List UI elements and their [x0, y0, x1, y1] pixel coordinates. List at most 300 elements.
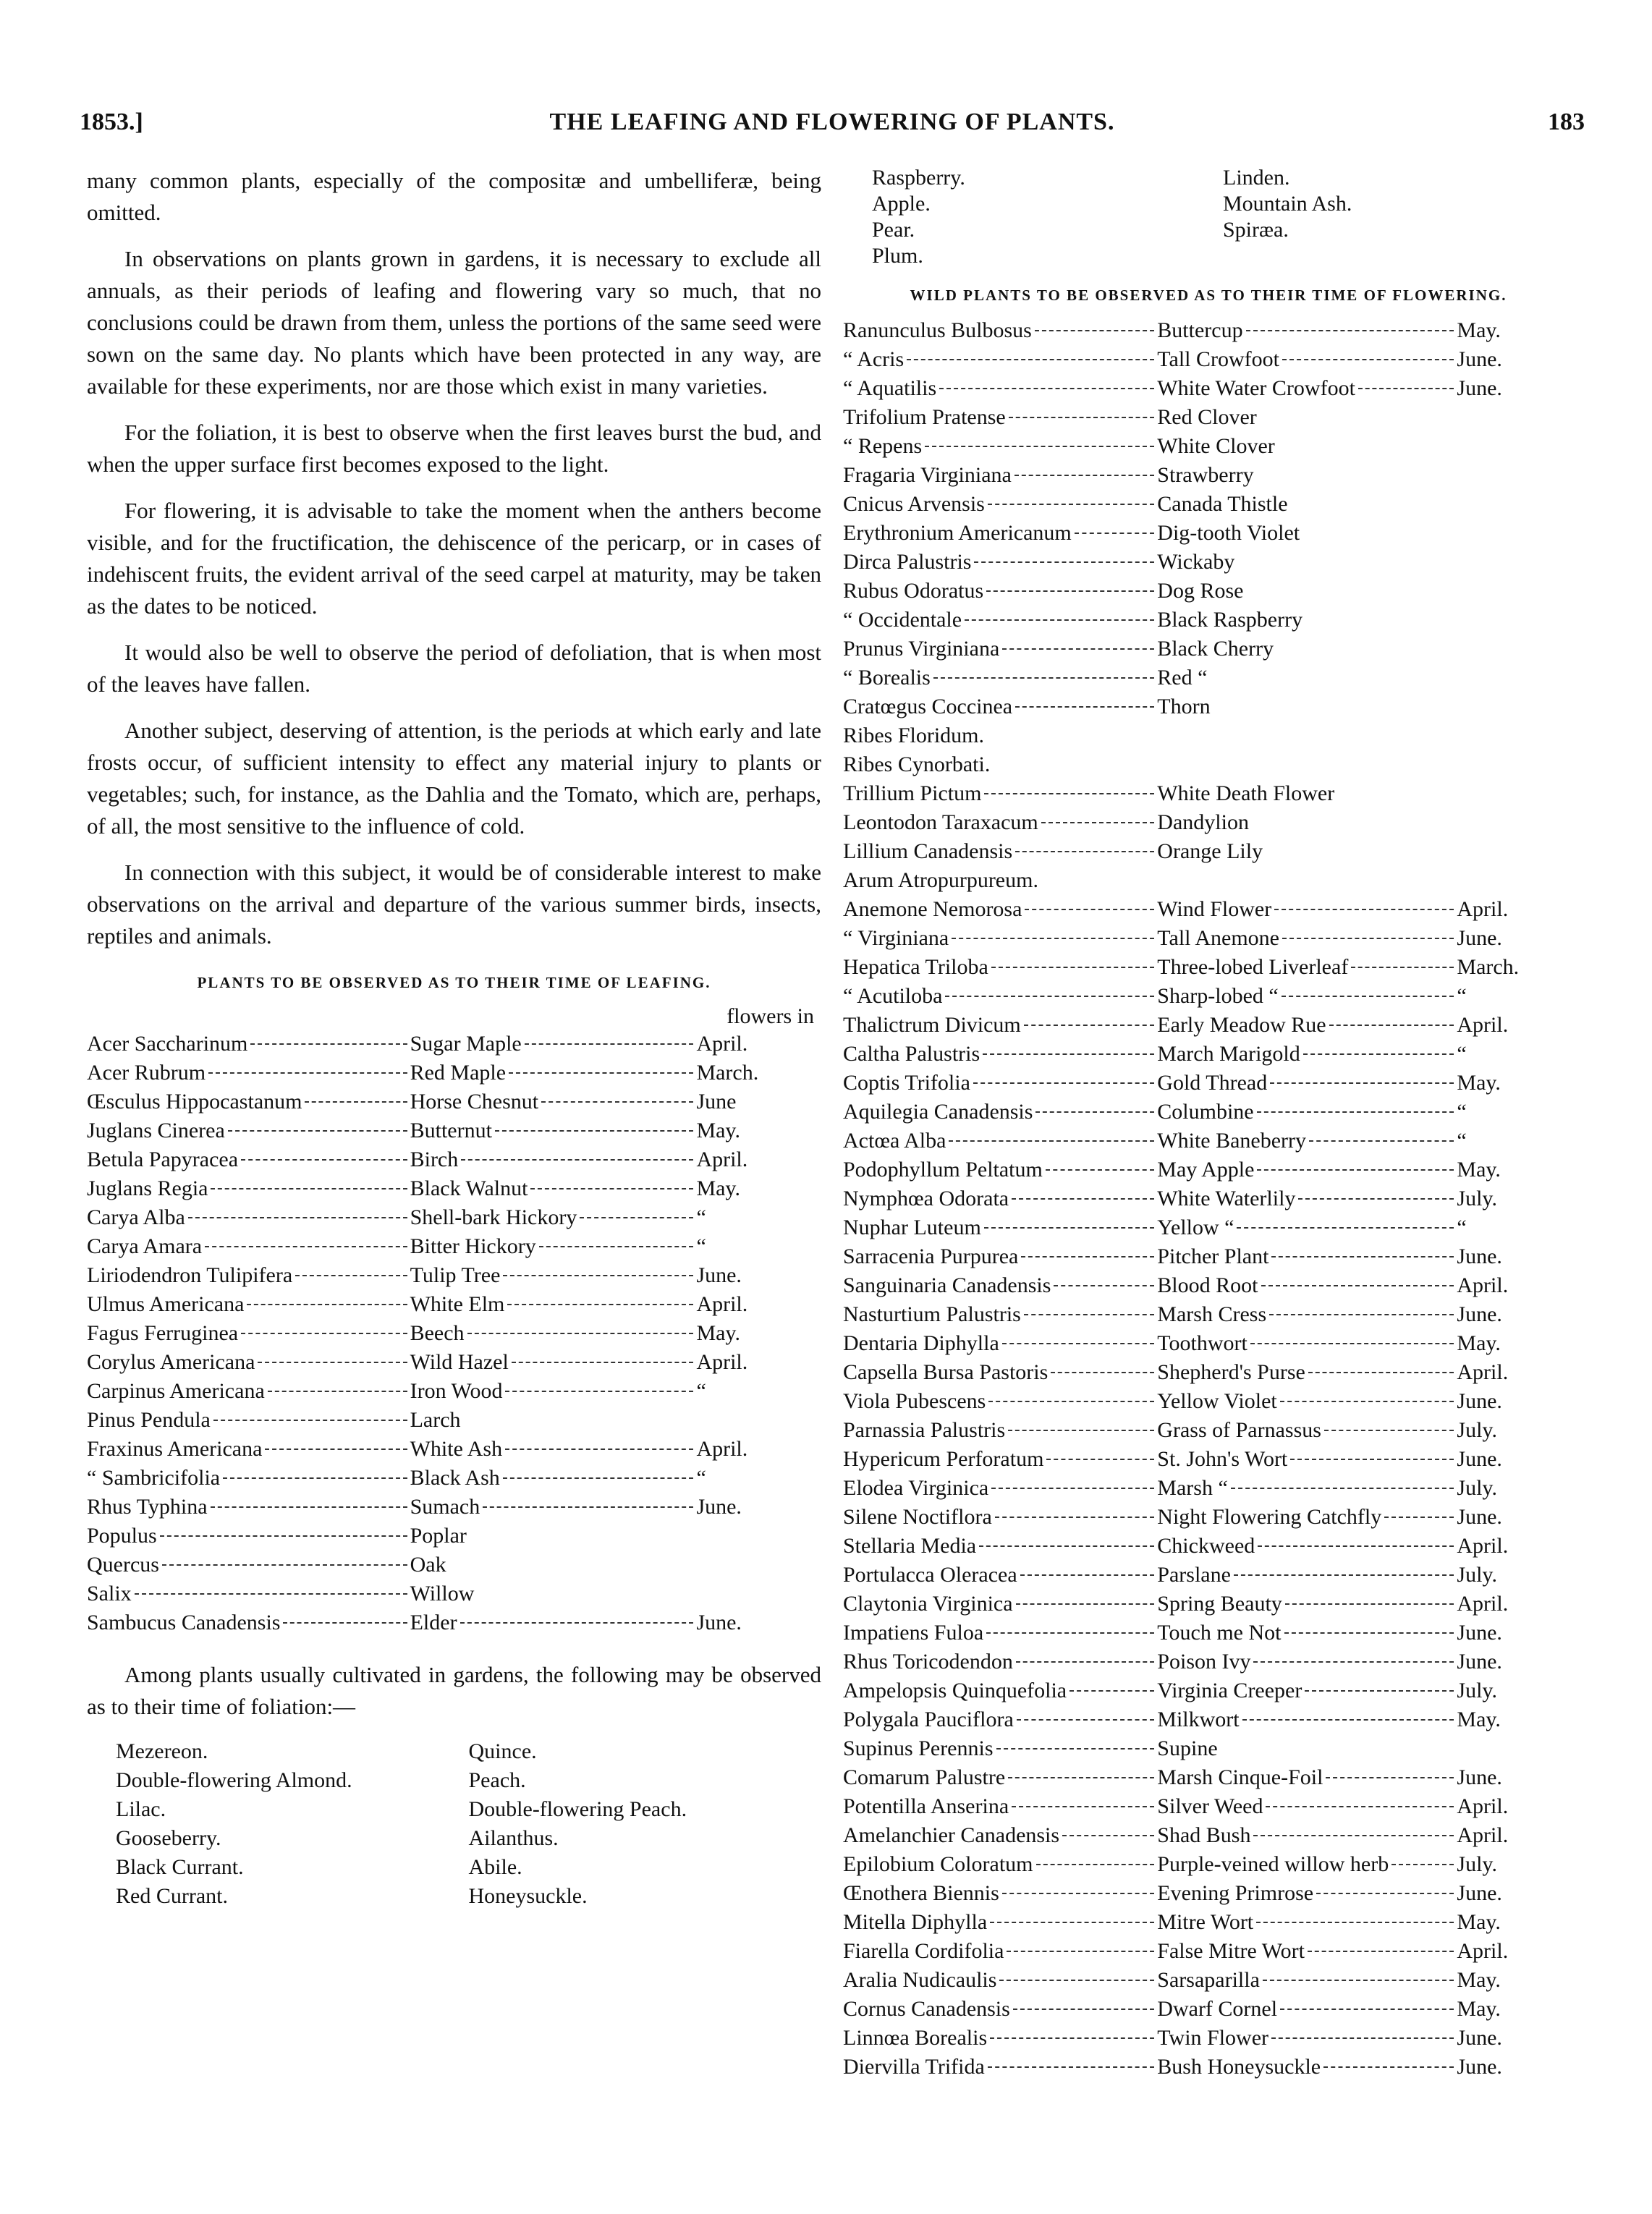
cell-content	[1457, 1705, 1574, 1734]
scientific-name	[843, 374, 1157, 403]
table-row	[843, 866, 1574, 895]
table-row	[843, 895, 1574, 924]
table-row	[843, 1127, 1574, 1155]
cell-text: Chickweed	[1157, 1534, 1255, 1558]
table-row	[843, 1011, 1574, 1040]
leader-dots	[250, 1043, 407, 1045]
common-name	[1157, 1329, 1457, 1358]
table-row	[87, 1203, 821, 1232]
scientific-name	[843, 1155, 1157, 1184]
month	[1457, 924, 1574, 953]
cell-text: Willow	[410, 1582, 475, 1606]
cell-content	[1457, 1271, 1574, 1300]
cell-content	[87, 1319, 410, 1348]
month	[1457, 1069, 1574, 1098]
cell-content	[696, 1608, 821, 1637]
cell-text: Black Cherry	[1157, 637, 1274, 661]
scientific-name	[843, 1590, 1157, 1619]
table-row	[843, 635, 1574, 663]
cell-text: Lillium Canadensis	[843, 839, 1013, 863]
cell-content	[843, 1329, 1157, 1358]
cell-content	[87, 1261, 410, 1290]
cell-text: Poplar	[410, 1524, 467, 1548]
cell-content	[1457, 1098, 1574, 1127]
month	[1457, 663, 1574, 692]
cell-text: Strawberry	[1157, 463, 1254, 487]
common-name	[410, 1203, 697, 1232]
cell-text: Prunus Virginiana	[843, 637, 1000, 661]
cell-content	[696, 1030, 821, 1059]
cell-text: White Death Flower	[1157, 781, 1335, 805]
cell-content	[87, 1203, 410, 1232]
cell-content	[1157, 1995, 1457, 2024]
cell-content	[1157, 1532, 1457, 1561]
month	[696, 1406, 821, 1435]
cell-content	[843, 432, 1157, 461]
cell-text: Juglans Cinerea	[87, 1119, 225, 1142]
table-row	[843, 924, 1574, 953]
cell-text: Tall Crowfoot	[1157, 347, 1280, 371]
cell-content	[843, 548, 1157, 577]
cell-text: Caltha Palustris	[843, 1042, 980, 1066]
cell-content	[1157, 1329, 1457, 1358]
table-row	[843, 779, 1574, 808]
leader-dots	[1008, 1430, 1154, 1431]
cell-text: Marsh Cress	[1157, 1302, 1267, 1326]
cell-text: Mitella Diphylla	[843, 1910, 988, 1934]
cell-content	[1457, 1445, 1574, 1474]
cell-content	[696, 1261, 821, 1290]
cell-content	[1157, 316, 1457, 345]
common-name	[1157, 692, 1457, 721]
cell-text: June.	[696, 1263, 742, 1287]
leader-dots	[1282, 996, 1454, 997]
leader-dots	[530, 1188, 693, 1189]
table-row	[843, 490, 1574, 519]
cell-text: June	[696, 1090, 737, 1114]
cell-text: Bitter Hickory	[410, 1234, 536, 1258]
cell-text: Nymphœa Odorata	[843, 1187, 1009, 1210]
cell-text: April.	[696, 1350, 748, 1374]
table-row	[87, 1406, 821, 1435]
cell-content	[843, 1300, 1157, 1329]
leader-dots	[1263, 1980, 1454, 1981]
month	[1457, 1011, 1574, 1040]
table-row	[843, 1937, 1574, 1966]
month	[696, 1290, 821, 1319]
cell-text: Epilobium Coloratum	[843, 1852, 1033, 1876]
table-row	[843, 1619, 1574, 1647]
cell-text: Cratœgus Coccinea	[843, 695, 1013, 718]
table-row	[843, 1155, 1574, 1184]
cell-content	[1157, 1069, 1457, 1098]
scientific-name	[843, 1098, 1157, 1127]
month	[696, 1116, 821, 1145]
scientific-name	[843, 1445, 1157, 1474]
cell-text: Evening Primrose	[1157, 1881, 1314, 1905]
leader-dots	[1305, 1690, 1454, 1692]
scientific-name	[87, 1522, 410, 1551]
table-row	[87, 1464, 821, 1493]
common-name	[1157, 1271, 1457, 1300]
common-name	[410, 1030, 697, 1059]
table-row	[87, 1551, 821, 1579]
scientific-name	[843, 779, 1157, 808]
common-name	[1157, 982, 1457, 1011]
scientific-name	[843, 1676, 1157, 1705]
scientific-name	[87, 1348, 410, 1377]
cell-text: “ Aquatilis	[843, 376, 937, 400]
leader-dots	[1041, 822, 1155, 823]
cell-text: Salix	[87, 1582, 132, 1606]
cell-content	[1157, 1271, 1457, 1300]
cell-content	[1157, 1590, 1457, 1619]
scientific-name	[87, 1406, 410, 1435]
leader-dots	[241, 1159, 407, 1161]
leader-dots	[1270, 1082, 1454, 1084]
scientific-name	[843, 1069, 1157, 1098]
cell-text: Parslane	[1157, 1563, 1231, 1587]
cell-text: April.	[1457, 1534, 1509, 1558]
leader-dots	[223, 1477, 407, 1479]
cell-content	[1457, 1821, 1574, 1850]
cell-content	[843, 953, 1157, 982]
cell-content	[843, 1966, 1157, 1995]
leader-dots	[1046, 1169, 1154, 1171]
cell-content	[843, 837, 1157, 866]
cell-text: “	[1457, 1100, 1467, 1124]
common-name	[1157, 953, 1457, 982]
cell-text: Black Walnut	[410, 1176, 528, 1200]
month	[696, 1579, 821, 1608]
cell-text: Poison Ivy	[1157, 1650, 1251, 1674]
cell-content	[1457, 953, 1574, 982]
cell-content	[843, 924, 1157, 953]
intro-paragraph: For flowering, it is advisable to take the moment when the anthers become visible, and for the fructification, the dehiscence of the pericarp, or in cases of indehiscent fruits, the evident arrival of the seed carpel at maturity, may be taken as the dates to be noticed.	[87, 498, 821, 619]
list-item: Abile.	[468, 1855, 522, 1879]
cell-text: Supine	[1157, 1736, 1218, 1760]
common-name	[1157, 1705, 1457, 1734]
month	[1457, 1358, 1574, 1387]
cell-content	[410, 1493, 697, 1522]
scientific-name	[843, 1734, 1157, 1763]
leader-dots	[1012, 1198, 1154, 1200]
cell-content	[1457, 1213, 1574, 1242]
leader-dots	[460, 1622, 694, 1624]
leader-dots	[1274, 909, 1454, 910]
cell-content	[1157, 1416, 1457, 1445]
cell-content	[87, 1087, 410, 1116]
cell-text: May Apple	[1157, 1158, 1255, 1182]
leader-dots	[1280, 2009, 1454, 2010]
cell-content	[1457, 1416, 1574, 1445]
scientific-name	[843, 1619, 1157, 1647]
leader-dots	[907, 359, 1154, 360]
cell-text: May.	[1457, 1910, 1501, 1934]
cell-content	[1457, 982, 1574, 1011]
cell-content	[1157, 1358, 1457, 1387]
cell-content	[1157, 1908, 1457, 1937]
cell-text: April.	[1457, 1360, 1509, 1384]
leader-dots	[974, 561, 1154, 563]
leader-dots	[1015, 851, 1154, 852]
cell-text: May.	[696, 1321, 740, 1345]
table-row	[843, 316, 1574, 345]
cell-content	[843, 1647, 1157, 1676]
list-item: Apple.	[872, 192, 931, 216]
cell-content	[87, 1406, 410, 1435]
cell-content	[843, 1995, 1157, 2024]
month	[1457, 895, 1574, 924]
cell-text: Dwarf Cornel	[1157, 1997, 1278, 2021]
table-row	[843, 982, 1574, 1011]
month	[1457, 1763, 1574, 1792]
month	[1457, 1474, 1574, 1503]
cell-text: Erythronium Americanum	[843, 521, 1072, 545]
list-item: Double-flowering Almond.	[116, 1768, 352, 1792]
leader-dots	[228, 1130, 407, 1132]
leader-dots	[1246, 330, 1454, 331]
common-name	[1157, 924, 1457, 953]
cell-text: June.	[1457, 1389, 1502, 1413]
common-name	[410, 1174, 697, 1203]
list-item: Spiræa.	[1223, 218, 1289, 242]
cell-content	[843, 635, 1157, 663]
month	[1457, 1329, 1574, 1358]
common-name	[1157, 1879, 1457, 1908]
cell-text: Black Ash	[410, 1466, 500, 1490]
leader-dots	[162, 1564, 407, 1566]
scientific-name	[843, 490, 1157, 519]
cell-text: Carya Alba	[87, 1205, 185, 1229]
common-name	[410, 1232, 697, 1261]
cell-text: Betula Papyracea	[87, 1148, 239, 1171]
cell-content	[843, 1879, 1157, 1908]
cell-text: May.	[696, 1176, 740, 1200]
month	[1457, 635, 1574, 663]
cell-content	[843, 721, 1157, 750]
table-row	[843, 577, 1574, 606]
cell-content	[1157, 2024, 1457, 2053]
cell-text: Anemone Nemorosa	[843, 897, 1022, 921]
scientific-name	[843, 1387, 1157, 1416]
month	[1457, 837, 1574, 866]
cell-content	[1457, 1792, 1574, 1821]
garden-cont-left	[872, 165, 1223, 269]
cell-text: April.	[1457, 1823, 1509, 1847]
leader-dots	[1009, 417, 1155, 418]
cell-content	[1457, 895, 1574, 924]
month	[696, 1551, 821, 1579]
leader-dots	[1231, 1488, 1454, 1489]
month	[1457, 548, 1574, 577]
leader-dots	[991, 1488, 1154, 1489]
cell-text: July.	[1457, 1418, 1497, 1442]
common-name	[1157, 663, 1457, 692]
cell-text: Hypericum Perforatum	[843, 1447, 1044, 1471]
cell-text: “	[1457, 1042, 1467, 1066]
common-name	[1157, 1416, 1457, 1445]
scientific-name	[843, 1850, 1157, 1879]
cell-content	[1157, 1676, 1457, 1705]
cell-text: Pinus Pendula	[87, 1408, 211, 1432]
common-name	[1157, 1532, 1457, 1561]
cell-content	[696, 1232, 821, 1261]
leader-dots	[503, 1275, 693, 1276]
scientific-name	[843, 1647, 1157, 1676]
cell-text: Carpinus Americana	[87, 1379, 265, 1403]
common-name	[1157, 432, 1457, 461]
common-name	[1157, 1474, 1457, 1503]
common-name	[1157, 606, 1457, 635]
month	[1457, 1734, 1574, 1763]
cell-text: Aquilegia Canadensis	[843, 1100, 1033, 1124]
table-row	[843, 692, 1574, 721]
cell-content	[843, 1040, 1157, 1069]
month	[1457, 1966, 1574, 1995]
cell-text: June.	[1457, 1302, 1502, 1326]
leader-dots	[988, 504, 1154, 505]
cell-text: Marsh Cinque-Foil	[1157, 1765, 1323, 1789]
cell-content	[1157, 1242, 1457, 1271]
month	[1457, 1647, 1574, 1676]
common-name	[410, 1319, 697, 1348]
cell-text: May.	[1457, 1997, 1501, 2021]
table-row	[843, 1879, 1574, 1908]
cell-text: Thalictrum Divicum	[843, 1013, 1021, 1037]
cell-content	[410, 1522, 697, 1551]
cell-text: White Clover	[1157, 434, 1275, 458]
list-item: Pear.	[872, 218, 915, 242]
list-item: Plum.	[872, 244, 923, 268]
cell-content	[1157, 1127, 1457, 1155]
common-name	[410, 1348, 697, 1377]
leader-dots	[1298, 1198, 1454, 1200]
cell-content	[87, 1608, 410, 1637]
cell-text: Cnicus Arvensis	[843, 492, 985, 516]
cell-content	[410, 1174, 697, 1203]
month	[696, 1348, 821, 1377]
cell-content	[1457, 1850, 1574, 1879]
month	[1457, 1850, 1574, 1879]
leader-dots	[995, 1517, 1155, 1518]
leader-dots	[1256, 1922, 1454, 1923]
month	[1457, 1503, 1574, 1532]
scientific-name	[843, 1011, 1157, 1040]
cell-content	[1457, 1127, 1574, 1155]
leader-dots	[1271, 2037, 1454, 2039]
cell-text: Twin Flower	[1157, 2026, 1269, 2050]
cell-text: Hepatica Triloba	[843, 955, 988, 979]
leader-dots	[1024, 1314, 1154, 1315]
cell-content	[843, 1387, 1157, 1416]
leader-dots	[1015, 475, 1154, 476]
cell-content	[87, 1522, 410, 1551]
cell-content	[87, 1232, 410, 1261]
cell-content	[696, 1377, 821, 1406]
common-name	[1157, 1590, 1457, 1619]
cell-text: Purple-veined willow herb	[1157, 1852, 1389, 1876]
cell-text: Sharp-lobed “	[1157, 984, 1279, 1008]
cell-text: Yellow “	[1157, 1216, 1234, 1239]
cell-text: April.	[1457, 1273, 1509, 1297]
cell-content	[696, 1290, 821, 1319]
month	[1457, 1619, 1574, 1647]
month	[1457, 1300, 1574, 1329]
common-name	[410, 1551, 697, 1579]
scientific-name	[843, 1213, 1157, 1242]
cell-content	[87, 1030, 410, 1059]
scientific-name	[87, 1608, 410, 1637]
table-row	[843, 1503, 1574, 1532]
leader-dots	[483, 1506, 693, 1508]
month	[1457, 2053, 1574, 2082]
month	[1457, 953, 1574, 982]
table-row	[843, 1966, 1574, 1995]
month	[696, 1261, 821, 1290]
month	[1457, 1242, 1574, 1271]
list-item: Peach.	[468, 1768, 526, 1792]
common-name	[1157, 577, 1457, 606]
common-name	[1157, 1127, 1457, 1155]
common-name	[1157, 1850, 1457, 1879]
cell-text: Liriodendron Tulipifera	[87, 1263, 293, 1287]
month	[1457, 692, 1574, 721]
cell-content	[843, 1474, 1157, 1503]
cell-content	[843, 1590, 1157, 1619]
cell-text: Spring Beauty	[1157, 1592, 1282, 1616]
cell-text: Beech	[410, 1321, 465, 1345]
cell-text: Silver Weed	[1157, 1794, 1263, 1818]
table-row	[843, 345, 1574, 374]
cell-text: Capsella Bursa Pastoris	[843, 1360, 1049, 1384]
common-name	[1157, 1300, 1457, 1329]
cell-text: “	[1457, 1129, 1467, 1153]
cell-content	[1157, 1937, 1457, 1966]
table-row	[87, 1608, 821, 1637]
cell-text: July.	[1457, 1563, 1497, 1587]
cell-text: May.	[1457, 1708, 1501, 1731]
scientific-name	[843, 663, 1157, 692]
leader-dots	[999, 1980, 1154, 1981]
leader-dots	[1384, 1517, 1454, 1518]
cell-text: Elodea Virginica	[843, 1476, 989, 1500]
cell-text: Blood Root	[1157, 1273, 1258, 1297]
leader-dots	[512, 1362, 694, 1363]
list-item: Lilac.	[116, 1797, 166, 1821]
month	[1457, 1590, 1574, 1619]
cell-content	[843, 345, 1157, 374]
cell-content	[410, 1290, 697, 1319]
leader-dots	[211, 1188, 407, 1189]
month	[696, 1435, 821, 1464]
cell-text: Sugar Maple	[410, 1032, 522, 1056]
common-name	[1157, 837, 1457, 866]
month	[1457, 1213, 1574, 1242]
month	[1457, 519, 1574, 548]
garden-list-right	[469, 1737, 822, 1911]
month	[1457, 1271, 1574, 1300]
cell-content	[410, 1435, 697, 1464]
scientific-name	[843, 519, 1157, 548]
cell-content	[1457, 1532, 1574, 1561]
cell-text: Nasturtium Palustris	[843, 1302, 1021, 1326]
common-name	[1157, 2053, 1457, 2082]
leader-dots	[1257, 1169, 1454, 1171]
common-name	[1157, 1908, 1457, 1937]
cell-text: June.	[1457, 1881, 1502, 1905]
table-row	[87, 1232, 821, 1261]
